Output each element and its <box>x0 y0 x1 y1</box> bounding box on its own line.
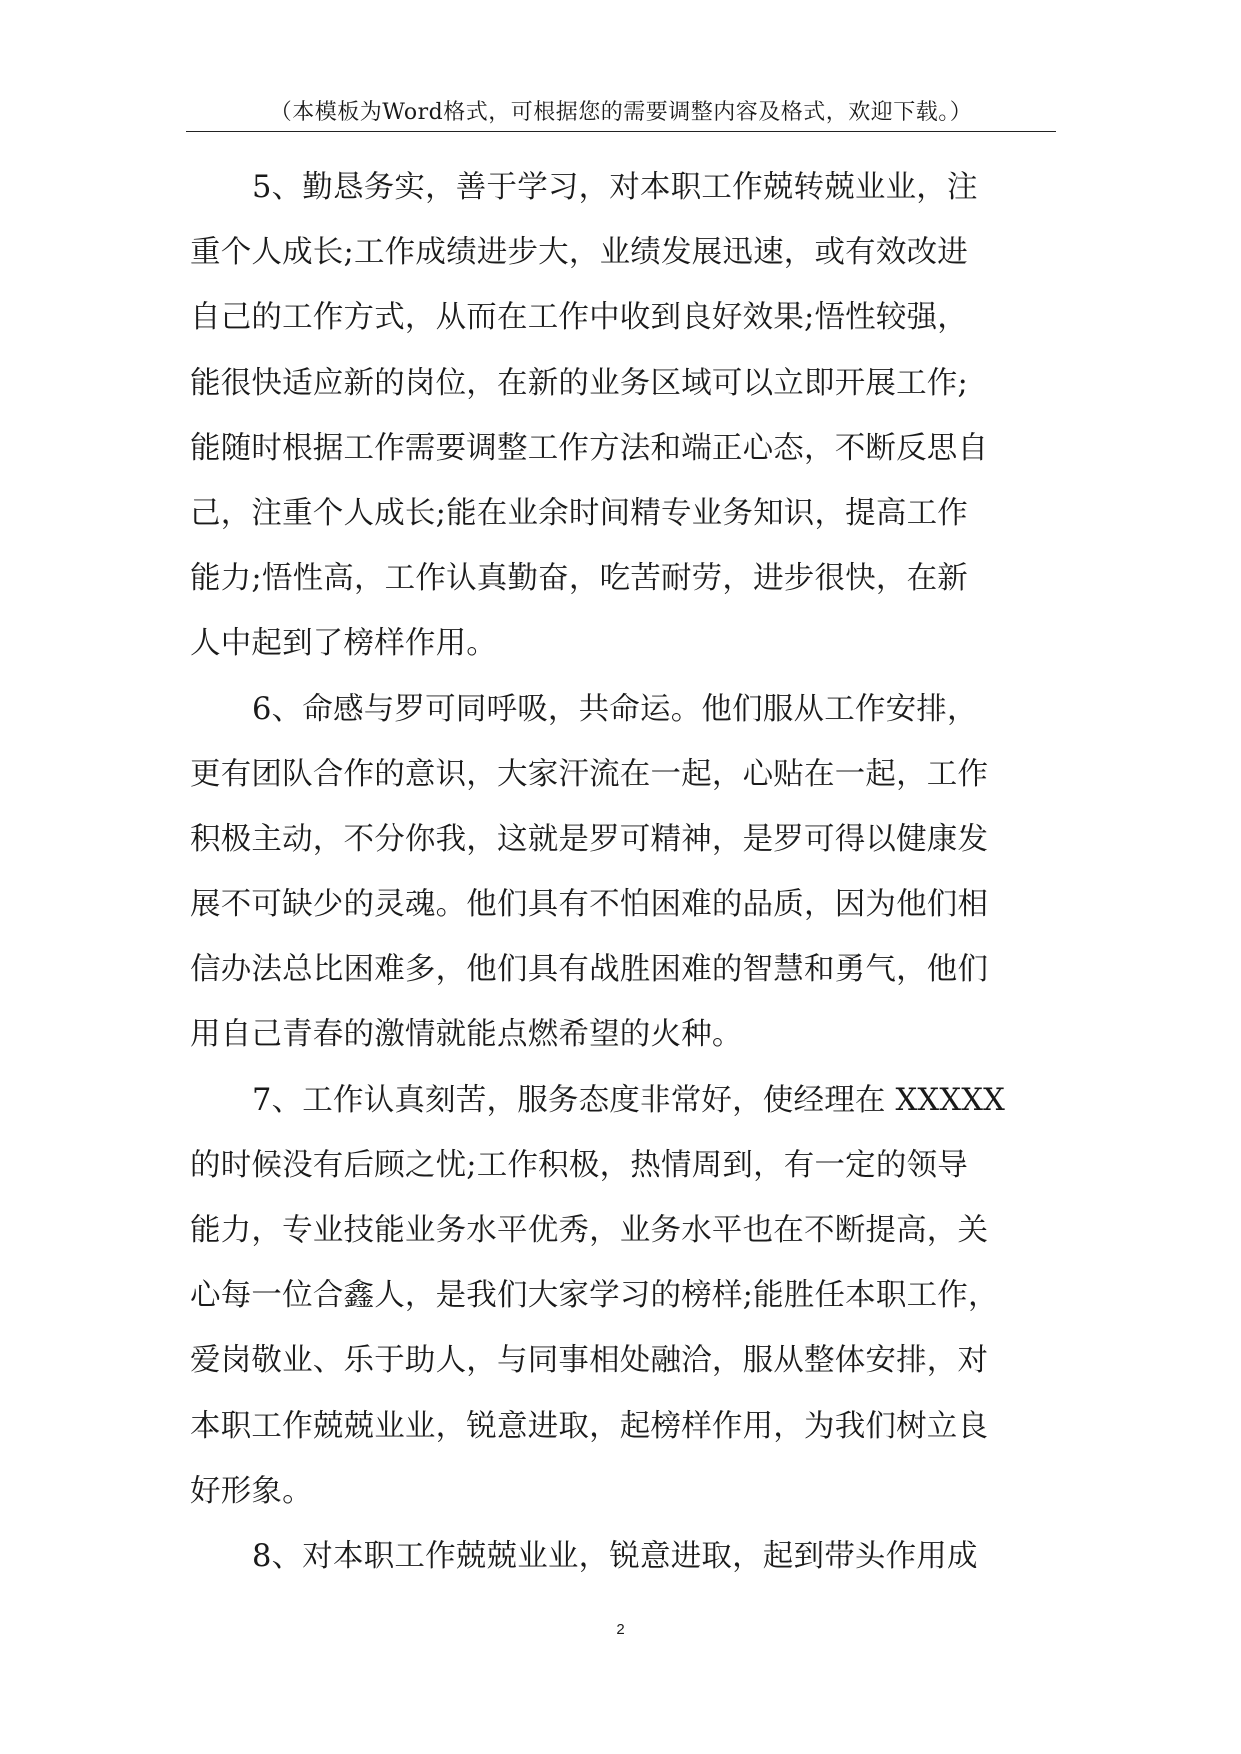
text-line: 用自己青春的激情就能点燃希望的火种。 <box>190 1017 743 1053</box>
text-line: 更有团队合作的意识，大家汗流在一起，心贴在一起，工作 <box>190 756 989 792</box>
document-body <box>190 155 1060 1589</box>
text-line: 信办法总比困难多，他们具有战胜困难的智慧和勇气，他们 <box>190 952 989 988</box>
text-line: 重个人成长;工作成绩进步大，业绩发展迅速，或有效改进 <box>190 235 968 271</box>
template-note-header: （本模板为Word格式，可根据您的需要调整内容及格式，欢迎下载。） <box>269 100 973 125</box>
text-line: 心每一位合鑫人，是我们大家学习的榜样;能胜任本职工作， <box>190 1278 999 1314</box>
text-line: 能力;悟性高，工作认真勤奋，吃苦耐劳，进步很快，在新 <box>190 561 968 597</box>
page-number: 2 <box>616 1621 625 1638</box>
text-line: 5、勤恳务实，善于学习，对本职工作兢转兢业业，注 <box>252 170 978 205</box>
text-line: 己，注重个人成长;能在业余时间精专业务知识，提高工作 <box>190 495 968 531</box>
text-line: 7、工作认真刻苦，服务态度非常好，使经理在 XXXXX <box>252 1082 1006 1118</box>
paragraph-7 <box>190 1068 1060 1524</box>
text-line: 好形象。 <box>190 1473 313 1509</box>
text-line: 爱岗敬业、乐于助人，与同事相处融洽，服从整体安排，对 <box>190 1343 989 1379</box>
text-line: 人中起到了榜样作用。 <box>190 626 497 662</box>
text-line: 展不可缺少的灵魂。他们具有不怕困难的品质，因为他们相 <box>190 887 989 923</box>
text-line: 6、命感与罗可同呼吸，共命运。他们服从工作安排， <box>252 691 978 727</box>
paragraph-5 <box>190 155 1060 677</box>
paragraph-8 <box>190 1524 1060 1589</box>
text-line: 8、对本职工作兢兢业业，锐意进取，起到带头作用成 <box>252 1538 978 1574</box>
text-line: 的时候没有后顾之忧;工作积极，热情周到，有一定的领导 <box>190 1147 968 1183</box>
text-line: 自己的工作方式，从而在工作中收到良好效果;悟性较强， <box>190 300 968 336</box>
header-divider <box>186 131 1056 132</box>
text-line: 能力，专业技能业务水平优秀，业务水平也在不断提高，关 <box>190 1213 989 1248</box>
text-line: 本职工作兢兢业业，锐意进取，起榜样作用，为我们树立良 <box>190 1408 989 1444</box>
text-line: 能随时根据工作需要调整工作方法和端正心态，不断反思自 <box>190 430 989 466</box>
paragraph-6 <box>190 677 1060 1068</box>
text-line: 能很快适应新的岗位，在新的业务区域可以立即开展工作; <box>190 365 968 401</box>
text-line: 积极主动，不分你我，这就是罗可精神，是罗可得以健康发 <box>190 821 989 857</box>
